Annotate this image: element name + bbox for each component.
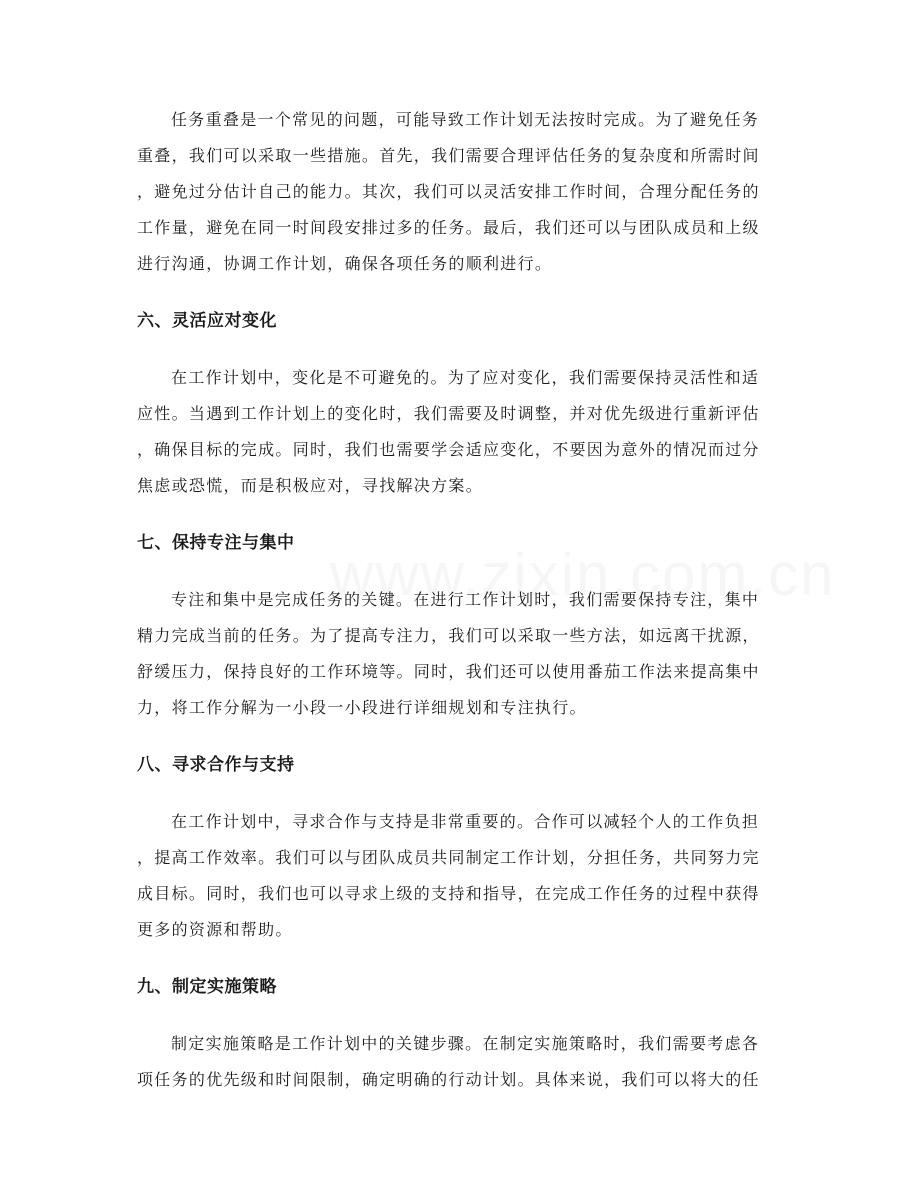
paragraph-line: ，确保目标的完成。同时，我们也需要学会适应变化，不要因为意外的情况而过分 <box>137 440 760 459</box>
paragraph-line: 任务重叠是一个常见的问题，可能导致工作计划无法按时完成。为了避免任务 <box>171 110 760 129</box>
section-heading: 六、灵活应对变化 <box>137 311 277 331</box>
paragraph-line: 专注和集中是完成任务的关键。在进行工作计划时，我们需要保持专注，集中 <box>171 590 760 609</box>
paragraph <box>137 582 785 726</box>
paragraph-line: 精力完成当前的任务。为了提高专注力，我们可以采取一些方法，如远离干扰源， <box>137 626 760 645</box>
paragraph <box>137 102 785 282</box>
paragraph-line: 进行沟通，协调工作计划，确保各项任务的顺利进行。 <box>137 254 553 273</box>
section-heading: 八、寻求合作与支持 <box>137 755 295 775</box>
paragraph-line: 焦虑或恐慌，而是积极应对，寻找解决方案。 <box>137 476 484 495</box>
document-body <box>137 102 785 1098</box>
paragraph-line: 应性。当遇到工作计划上的变化时，我们需要及时调整，并对优先级进行重新评估 <box>137 404 760 423</box>
paragraph-line: 在工作计划中，变化是不可避免的。为了应对变化，我们需要保持灵活性和适 <box>171 368 760 387</box>
paragraph-line: 项任务的优先级和时间限制，确定明确的行动计划。具体来说，我们可以将大的任 <box>137 1070 760 1089</box>
paragraph-line: ，提高工作效率。我们可以与团队成员共同制定工作计划，分担任务，共同努力完 <box>137 848 760 867</box>
paragraph-line: 更多的资源和帮助。 <box>137 920 293 939</box>
paragraph-line: 舒缓压力，保持良好的工作环境等。同时，我们还可以使用番茄工作法来提高集中 <box>137 662 760 681</box>
paragraph-line: 力，将工作分解为一小段一小段进行详细规划和专注执行。 <box>137 698 587 717</box>
section-heading: 九、制定实施策略 <box>137 977 277 997</box>
paragraph-line: 重叠，我们可以采取一些措施。首先，我们需要合理评估任务的复杂度和所需时间 <box>137 146 760 165</box>
paragraph <box>137 360 785 504</box>
paragraph-line: 成目标。同时，我们也可以寻求上级的支持和指导，在完成工作任务的过程中获得 <box>137 884 760 903</box>
paragraph-line: ，避免过分估计自己的能力。其次，我们可以灵活安排工作时间，合理分配任务的 <box>137 182 760 201</box>
paragraph-line: 制定实施策略是工作计划中的关键步骤。在制定实施策略时，我们需要考虑各 <box>171 1034 760 1053</box>
section-heading: 七、保持专注与集中 <box>137 533 295 553</box>
paragraph-line: 工作量，避免在同一时间段安排过多的任务。最后，我们还可以与团队成员和上级 <box>137 218 760 237</box>
paragraph <box>137 1026 785 1098</box>
paragraph-line: 在工作计划中，寻求合作与支持是非常重要的。合作可以减轻个人的工作负担 <box>171 812 760 831</box>
paragraph <box>137 804 785 948</box>
